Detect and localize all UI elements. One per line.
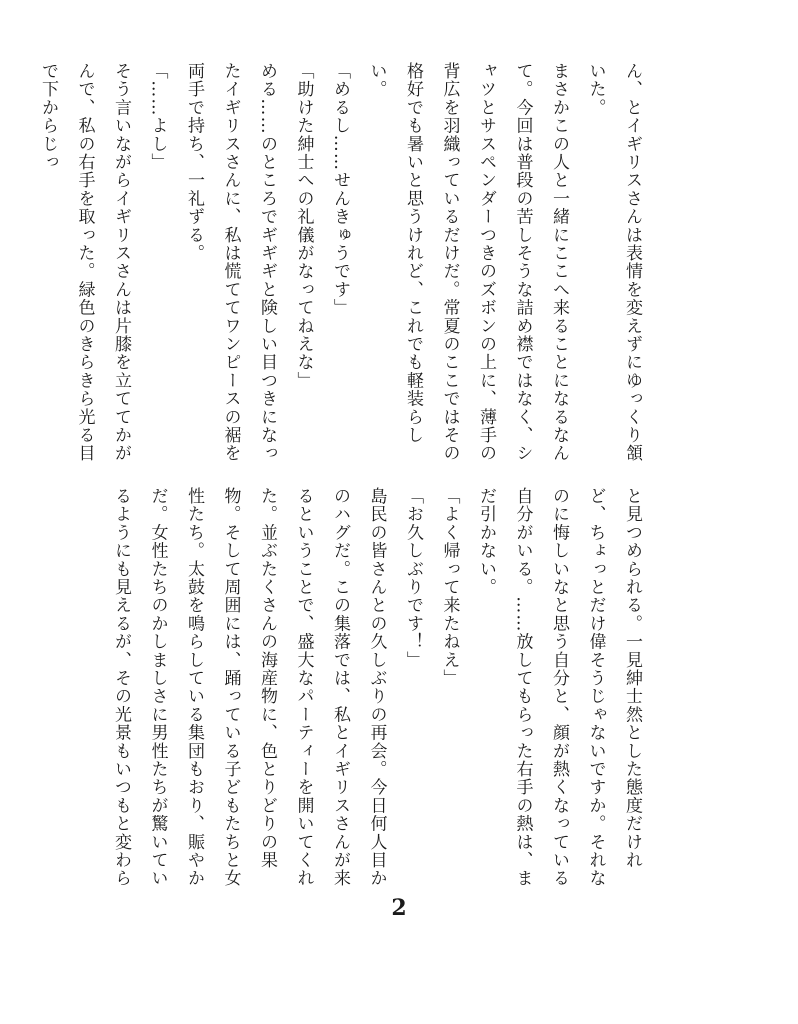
- dialogue-line: 「お久しぶりです！」: [403, 487, 423, 669]
- dialogue-line: 「……よし」: [147, 62, 168, 172]
- upper-text-block: [38, 62, 650, 464]
- paragraph: ん、とイギリスさんは表情を変えずにゆっくり頷いた。: [585, 62, 642, 463]
- dialogue-line: 「よく帰って来たねえ」: [439, 487, 460, 688]
- paragraph: と見つめられる。一見紳士然とした態度だけれど、ちょっとだけ偉そうじゃないですか。それなのに悔しいなと思う自分と、顔が熱くなっている自分がいる。……放してもらった右手の熱は、まだ引かない。: [476, 487, 642, 888]
- lower-text-block: [111, 487, 650, 889]
- paragraph: そう言いながらイギリスさんは片膝を立ててかがんで、私の右手を取った。緑色のきらきら光る目で下からじっ: [38, 62, 131, 463]
- page-number: 2: [391, 895, 407, 921]
- paragraph: まさかこの人と一緒にここへ来ることになるなんて。今回は普段の苦しそうな詰め襟ではなく、シャツとサスペンダーつきのズボンの上に、薄手の背広を羽織っているだけだ。常夏のここではその格好でも暑いと思うけれど、これでも軽装らしい。: [366, 62, 569, 463]
- dialogue-line: 「助けた紳士への礼儀がなってねえな」: [293, 62, 314, 390]
- paragraph: 島民の皆さんとの久しぶりの再会。今日何人目かのハグだ。この集落では、私とイギリスさんが来るということで、盛大なパーティーを開いてくれた。並ぶたくさんの海産物に、色とりどりの果物。そして周囲には、踊っている子どもたちと女性たち。太鼓を鳴らしている集団もおり、賑やかだ。女性たちのかしましさに男性たちが驚いているようにも見えるが、その光景もいつもと変わら: [111, 487, 387, 888]
- paragraph: める……のところでギギギと険しい目つきになったイギリスさんに、私は慌ててワンピースの裾を両手で持ち、一礼ずる。: [184, 62, 277, 463]
- dialogue-line: 「めるし……せんきゅうです」: [330, 62, 350, 317]
